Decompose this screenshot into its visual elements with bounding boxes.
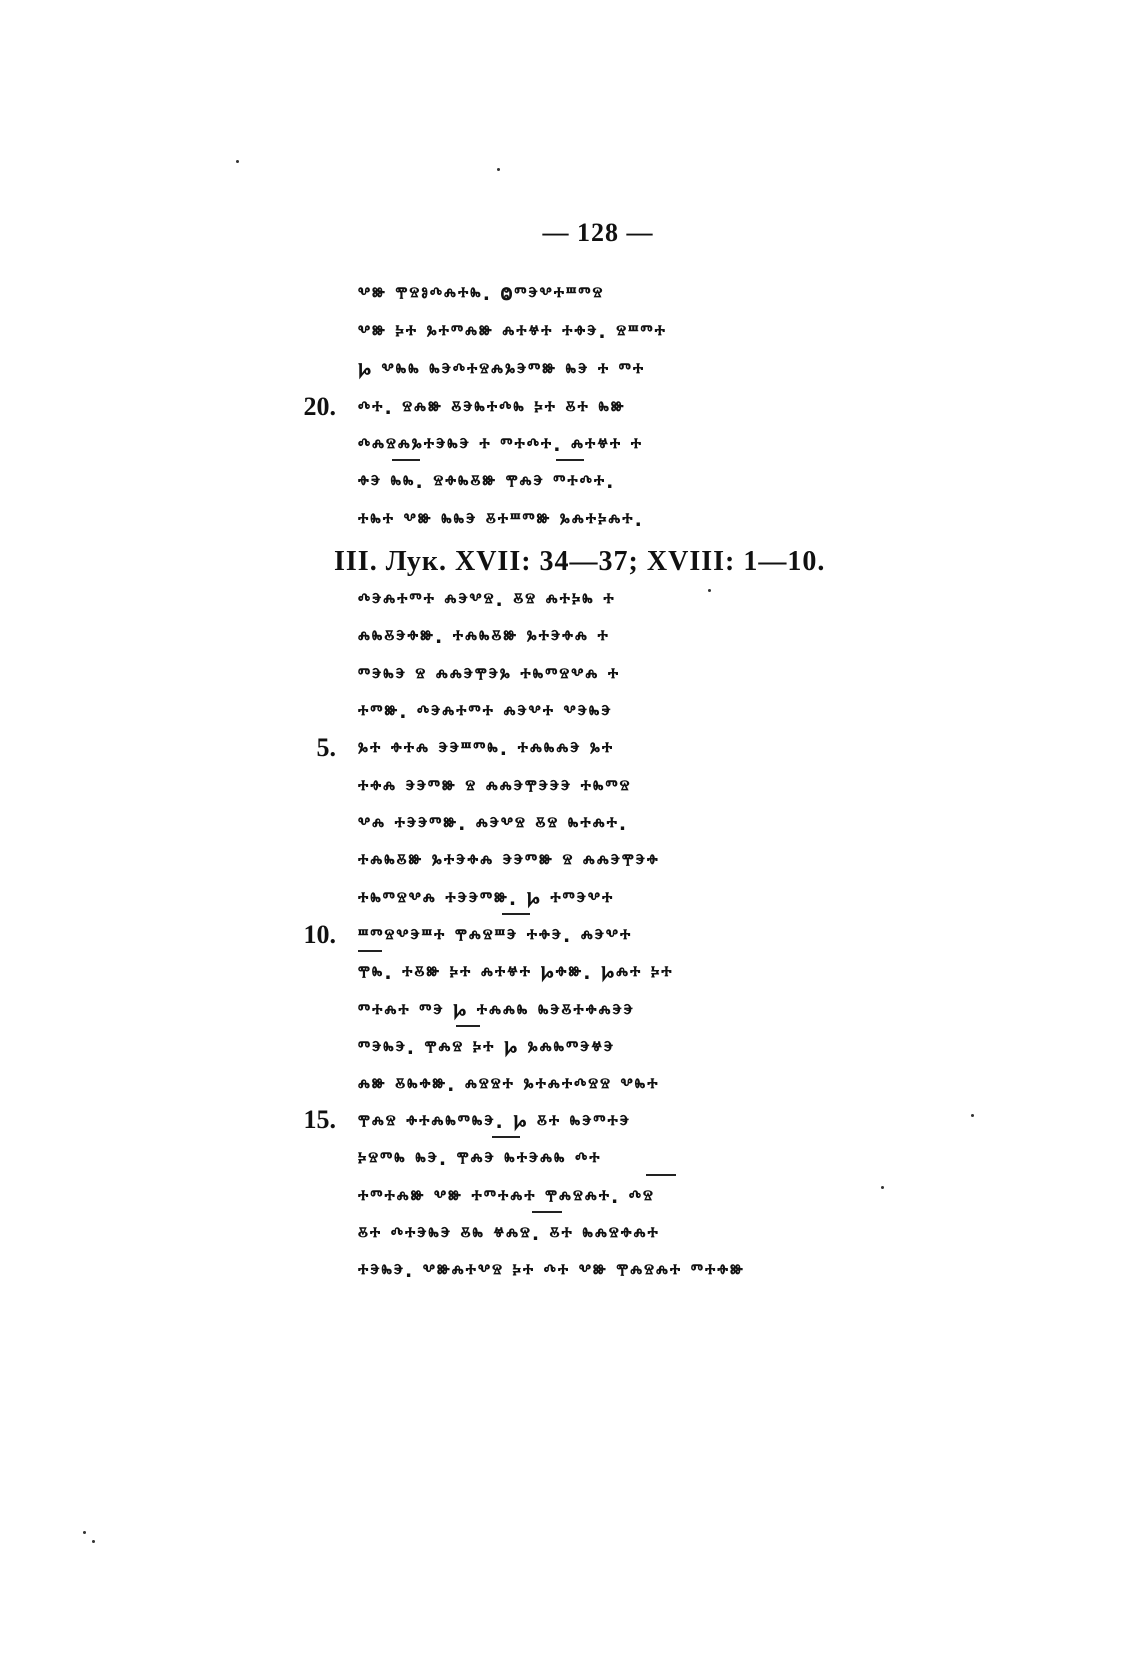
text-line: ⱅⰵⰸⰵ ⱄ ⰾⰾⰵⰹⰵⰳ ⰰⰸⱅⱄⰲⰾ ⰰ bbox=[358, 664, 621, 686]
scan-speck bbox=[92, 1540, 95, 1543]
text-line: ⱅⰵⰸⰵ. ⰹⰾⱄ ⰽⰰ Ⱈ ⰳⰾⰸⱅⰵⱍⰵ bbox=[358, 1037, 615, 1059]
scan-speck bbox=[236, 160, 239, 163]
titlo-mark bbox=[456, 1025, 480, 1027]
titlo-mark bbox=[358, 950, 382, 952]
text-line: ⰰⰵⰸⰵ. ⰲⱆⰾⰰⰲⱄ ⰽⰰ ⰴⰰ ⰲⱆ ⰹⰾⱄⰾⰰ ⱅⰰⱚⱆ bbox=[358, 1260, 745, 1282]
page-number: — 128 — bbox=[542, 218, 654, 247]
text-line: ⰰⰸⱅⱄⰲⰾ ⰰⰵⰵⱅⱆ. Ⱈ ⰰⱅⰵⰲⰰ bbox=[358, 888, 615, 910]
text-line: ⰲⱆ ⰹⱄⱁⰴⰾⰰⰸ. Ⱉⱅⰵⰲⰰⱎⱅⱄ bbox=[358, 283, 605, 305]
titlo-mark bbox=[492, 1136, 520, 1138]
scan-speck bbox=[708, 589, 711, 592]
text-line: ⰹⰾⱄ ⱚⰰⰾⰸⱅⰸⰵ. Ⱈ ⰻⰰ ⰸⰵⱅⰰⰵ bbox=[358, 1111, 631, 1133]
scan-speck bbox=[83, 1531, 86, 1534]
text-line: Ⱈ ⰲⰸⰸ ⰸⰵⰴⰰⱄⰾⰳⰵⱅⱆ ⰸⰵ ⰰ ⱅⰰ bbox=[358, 359, 646, 381]
titlo-mark bbox=[502, 913, 530, 915]
text-line: ⰰⰸⰰ ⰲⱆ ⰸⰸⰵ ⰻⰰⱎⱅⱆ ⰳⰾⰰⰽⰾⰰ. bbox=[358, 509, 644, 531]
text-line: ⰽⱄⱅⰸ ⰸⰵ. ⰹⰾⰵ ⰸⰰⰵⰾⰸ ⰴⰰ bbox=[358, 1148, 602, 1170]
text-line: ⰴⰾⱄⰾⰳⰰⰵⰸⰵ ⰰ ⱅⰰⰴⰰ. ⰾⰰⱍⰰ ⰰ bbox=[358, 434, 644, 456]
scan-speck bbox=[971, 1114, 974, 1117]
verse-number: 15. bbox=[303, 1105, 336, 1134]
titlo-mark bbox=[646, 1174, 676, 1176]
text-line: ⱅⰰⰾⰰ ⱅⰵ Ⱈ ⰰⰾⰾⰸ ⰸⰵⰻⰰⱚⰾⰵⰵ bbox=[358, 1000, 635, 1022]
text-line: ⰰⱅⱆ. ⰴⰵⰾⰰⱅⰰ ⰾⰵⰲⰰ ⰲⰵⰸⰵ bbox=[358, 701, 613, 723]
text-line: ⰴⰵⰾⰰⱅⰰ ⰾⰵⰲⱄ. ⰻⱄ ⰾⰰⰽⰸ ⰰ bbox=[358, 589, 616, 611]
titlo-mark bbox=[392, 459, 420, 461]
text-line: ⰾⱆ ⰻⰸⱚⱆ. ⰾⱄⱄⰰ ⰳⰰⰾⰰⰴⱄⱄ ⰲⰸⰰ bbox=[358, 1074, 660, 1096]
text-line: ⰴⰰ. ⱄⰾⱆ ⰻⰵⰸⰰⰴⰸ ⰽⰰ ⰻⰰ ⰸⱆ bbox=[358, 397, 626, 419]
text-line: ⰹⰸ. ⰰⰻⱆ ⰽⰰ ⰾⰰⱍⰰ Ⱈⱚⱆ. Ⱈⰾⰰ ⰽⰰ bbox=[358, 962, 674, 984]
verse-number: 5. bbox=[316, 733, 336, 762]
verse-number: 10. bbox=[303, 920, 336, 949]
scan-speck bbox=[497, 168, 500, 171]
text-line: ⱚⰵ ⰸⰸ. ⱄⱚⰸⰻⱆ ⰹⰾⰵ ⱅⰰⰴⰰ. bbox=[358, 471, 616, 493]
text-line: ⱎⱅⱄⰲⰵⱎⰰ ⰹⰾⱄⱎⰵ ⰰⱚⰵ. ⰾⰵⰲⰰ bbox=[358, 925, 633, 947]
scan-speck bbox=[881, 1186, 884, 1189]
text-line: ⰻⰰ ⰴⰰⰵⰸⰵ ⰻⰸ ⱍⰾⱄ. ⰻⰰ ⰸⰾⱄⱚⰾⰰ bbox=[358, 1223, 660, 1245]
titlo-mark bbox=[532, 1211, 562, 1213]
verse-number: 20. bbox=[303, 392, 336, 421]
text-line: ⰲⱆ ⰽⰰ ⰳⰰⱅⰾⱆ ⰾⰰⱍⰰ ⰰⱚⰵ. ⱄⱎⱅⰰ bbox=[358, 321, 667, 343]
text-line: ⰰⱚⰾ ⰵⰵⱅⱆ ⱄ ⰾⰾⰵⰹⰵⰵⰵ ⰰⰸⱅⱄ bbox=[358, 776, 632, 798]
text-line: ⰰⱅⰰⰾⱆ ⰲⱆ ⰰⱅⰰⰾⰰ ⰹⰾⱄⰾⰰ. ⰴⱄ bbox=[358, 1186, 655, 1208]
text-line: ⰳⰰ ⱚⰰⰾ ⰵⰵⱎⱅⰸ. ⰰⰾⰸⰾⰵ ⰳⰰ bbox=[358, 738, 615, 760]
text-line: ⰰⰾⰸⰻⱆ ⰳⰰⰵⱚⰾ ⰵⰵⱅⱆ ⱄ ⰾⰾⰵⰹⰵⱚ bbox=[358, 850, 660, 872]
titlo-mark bbox=[556, 459, 584, 461]
section-heading: III. Лук. XVII: 34—37; XVIII: 1—10. bbox=[334, 546, 826, 577]
text-line: ⰲⰾ ⰰⰵⰵⱅⱆ. ⰾⰵⰲⱄ ⰻⱄ ⰸⰰⰾⰰ. bbox=[358, 813, 629, 835]
text-line: ⰾⰸⰻⰵⱚⱆ. ⰰⰾⰸⰻⱆ ⰳⰰⰵⱚⰾ ⰰ bbox=[358, 626, 610, 648]
